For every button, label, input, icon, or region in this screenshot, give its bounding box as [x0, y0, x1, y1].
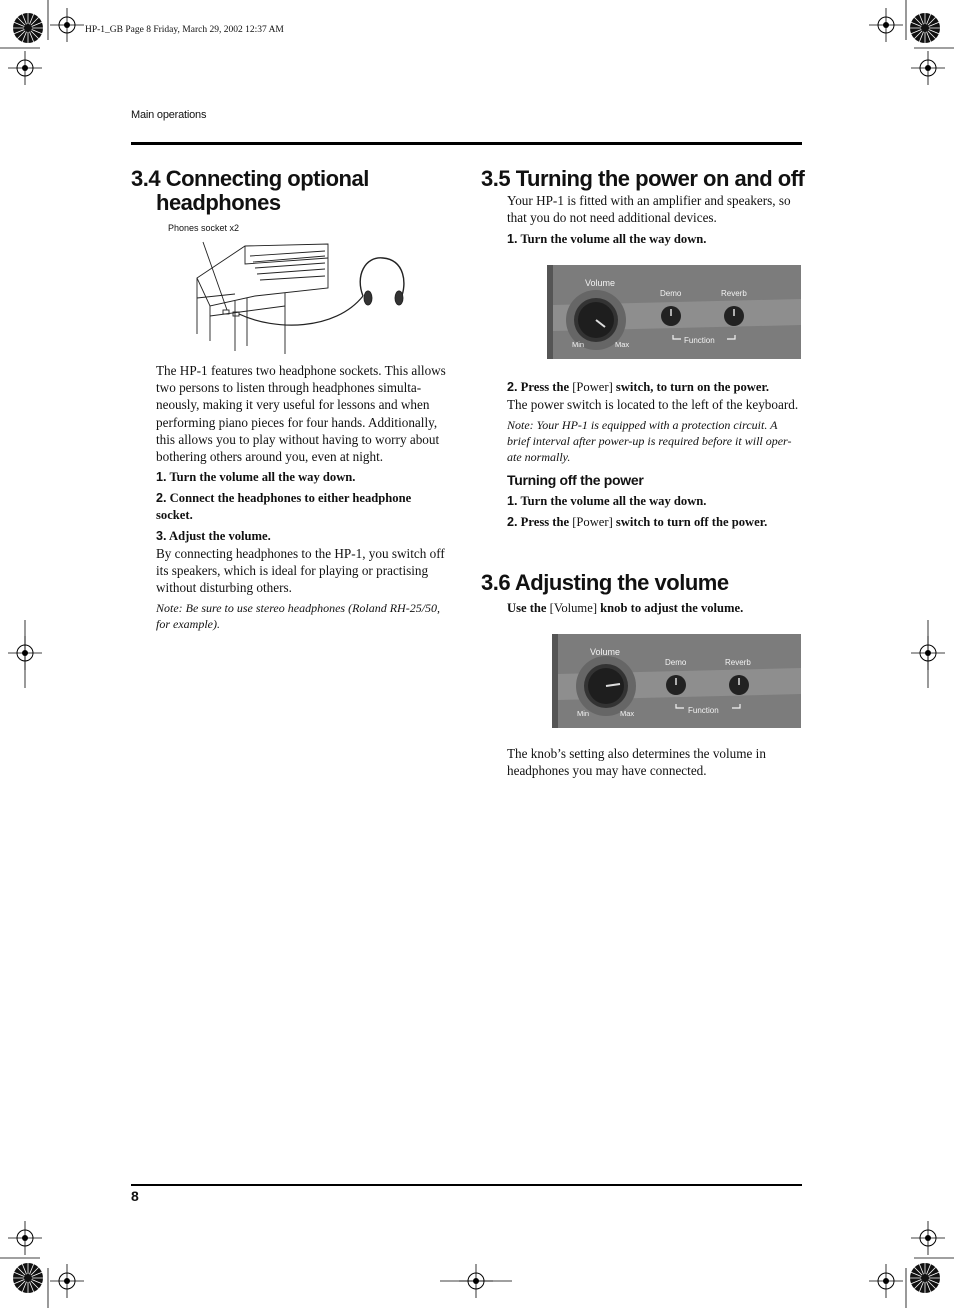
reverb-label: Reverb [725, 658, 751, 667]
text-line: Note: Be sure to use stereo headphones (Roland RH-25/50, [156, 601, 441, 615]
step-2 [156, 490, 411, 524]
closing-paragraph [507, 745, 807, 779]
heading-line: headphones [156, 190, 281, 215]
function-label: Function [684, 336, 715, 345]
off-step-2 [507, 514, 767, 531]
volume-label: Volume [585, 278, 616, 288]
crosshair-icon [869, 8, 903, 42]
crosshair-icon [50, 1264, 84, 1298]
intro-paragraph [156, 362, 456, 465]
text-line: two persons to listen through headphones simulta- [156, 380, 422, 396]
text-line: without disturbing others. [156, 580, 292, 596]
headphones-note [156, 600, 456, 632]
volume-key-label: [Volume] [549, 601, 598, 615]
page-number: 8 [131, 1188, 139, 1204]
text-line: for example). [156, 617, 220, 631]
header-rule [131, 142, 802, 145]
step-text: Use the [507, 601, 550, 615]
text-line: brief interval after power-up is required before it will oper- [507, 434, 792, 448]
text-line: Your HP-1 is fitted with an amplifier and speakers, so [507, 193, 791, 208]
crosshair-icon [869, 1264, 903, 1298]
step-text: Press the [520, 380, 573, 394]
step-text: switch to turn off the power. [612, 515, 768, 529]
piano-headphones-illustration [195, 236, 415, 354]
step-number: 2. [507, 515, 518, 529]
min-label: Min [572, 340, 585, 349]
step-number: 2. [507, 380, 518, 394]
star-mark-icon [13, 13, 43, 43]
crosshair-icon [911, 1221, 945, 1255]
step-text: knob to adjust the volume. [597, 601, 744, 615]
step-number: 3. [156, 529, 167, 543]
step-text: Press the [520, 515, 573, 529]
heading-power: 3.5 Turning the power on and off [481, 166, 805, 191]
print-slug: HP-1_GB Page 8 Friday, March 29, 2002 12:37 AM [85, 25, 284, 35]
text-line: The HP-1 features two headphone sockets. This allows [156, 363, 446, 378]
max-label: Max [620, 709, 635, 718]
step-3 [156, 528, 271, 545]
heading-connecting-headphones [131, 167, 369, 215]
step-1 [156, 469, 355, 486]
off-step-1 [507, 493, 706, 510]
protection-note [507, 417, 802, 465]
heading-adjusting-volume: 3.6 Adjusting the volume [481, 570, 729, 595]
section-label: Main operations [131, 109, 207, 121]
power-intro [507, 192, 807, 226]
text-line: neously, making it very useful for lessons and when [156, 397, 430, 413]
min-label: Min [577, 709, 590, 718]
step-text: socket. [156, 508, 193, 522]
subheading-turning-off: Turning off the power [507, 472, 644, 488]
power-switch-location: The power switch is located to the left of the keyboard. [507, 397, 799, 412]
step-text: Adjust the volume. [168, 529, 271, 543]
text-line: this allows you to play without having to worry about [156, 431, 440, 447]
power-step-2 [507, 379, 769, 396]
power-key-label: [Power] [572, 380, 613, 394]
crosshair-icon [8, 1221, 42, 1255]
demo-label: Demo [665, 658, 687, 667]
star-mark-icon [13, 1263, 43, 1293]
star-mark-icon [910, 1263, 940, 1293]
step-text: Turn the volume all the way down. [169, 470, 356, 484]
step-number: 2. [156, 491, 167, 505]
star-mark-icon [910, 13, 940, 43]
step-text: Connect the headphones to either headphone [169, 491, 412, 505]
heading-line: 3.4 Connecting optional [131, 166, 369, 191]
step-text: Turn the volume all the way down. [520, 494, 707, 508]
footer-rule [131, 1184, 802, 1186]
text-line: bothering others around you, even at night. [156, 449, 384, 465]
power-key-label: [Power] [572, 515, 613, 529]
step-text: switch, to turn on the power. [612, 380, 770, 394]
crosshair-icon [911, 51, 945, 85]
step-number: 1. [507, 494, 518, 508]
demo-label: Demo [660, 289, 682, 298]
text-line: headphones you may have connected. [507, 763, 707, 779]
control-panel-figure [552, 634, 801, 728]
step-number: 1. [156, 470, 167, 484]
volume-label: Volume [590, 647, 621, 657]
text-line: ate normally. [507, 450, 571, 464]
step-3-description [156, 545, 456, 597]
crosshair-icon [50, 8, 84, 42]
power-step-1 [507, 231, 706, 248]
step-text: Turn the volume all the way down. [520, 232, 707, 246]
figure-caption: Phones socket x2 [168, 223, 240, 233]
volume-instruction [507, 600, 743, 617]
function-label: Function [688, 706, 719, 715]
max-label: Max [615, 340, 630, 349]
text-line: performing piano pieces for four hands. Additionally, [156, 414, 438, 430]
text-line: The knob’s setting also determines the volume in [507, 746, 766, 761]
text-line: By connecting headphones to the HP-1, you switch off [156, 546, 445, 561]
reverb-label: Reverb [721, 289, 747, 298]
text-line: that you do not need additional devices. [507, 210, 717, 226]
crosshair-icon [8, 51, 42, 85]
step-number: 1. [507, 232, 518, 246]
text-line: its speakers, which is ideal for playing or practising [156, 563, 429, 579]
control-panel-figure [547, 265, 801, 359]
text-line: Note: Your HP-1 is equipped with a protection circuit. A [507, 418, 778, 432]
